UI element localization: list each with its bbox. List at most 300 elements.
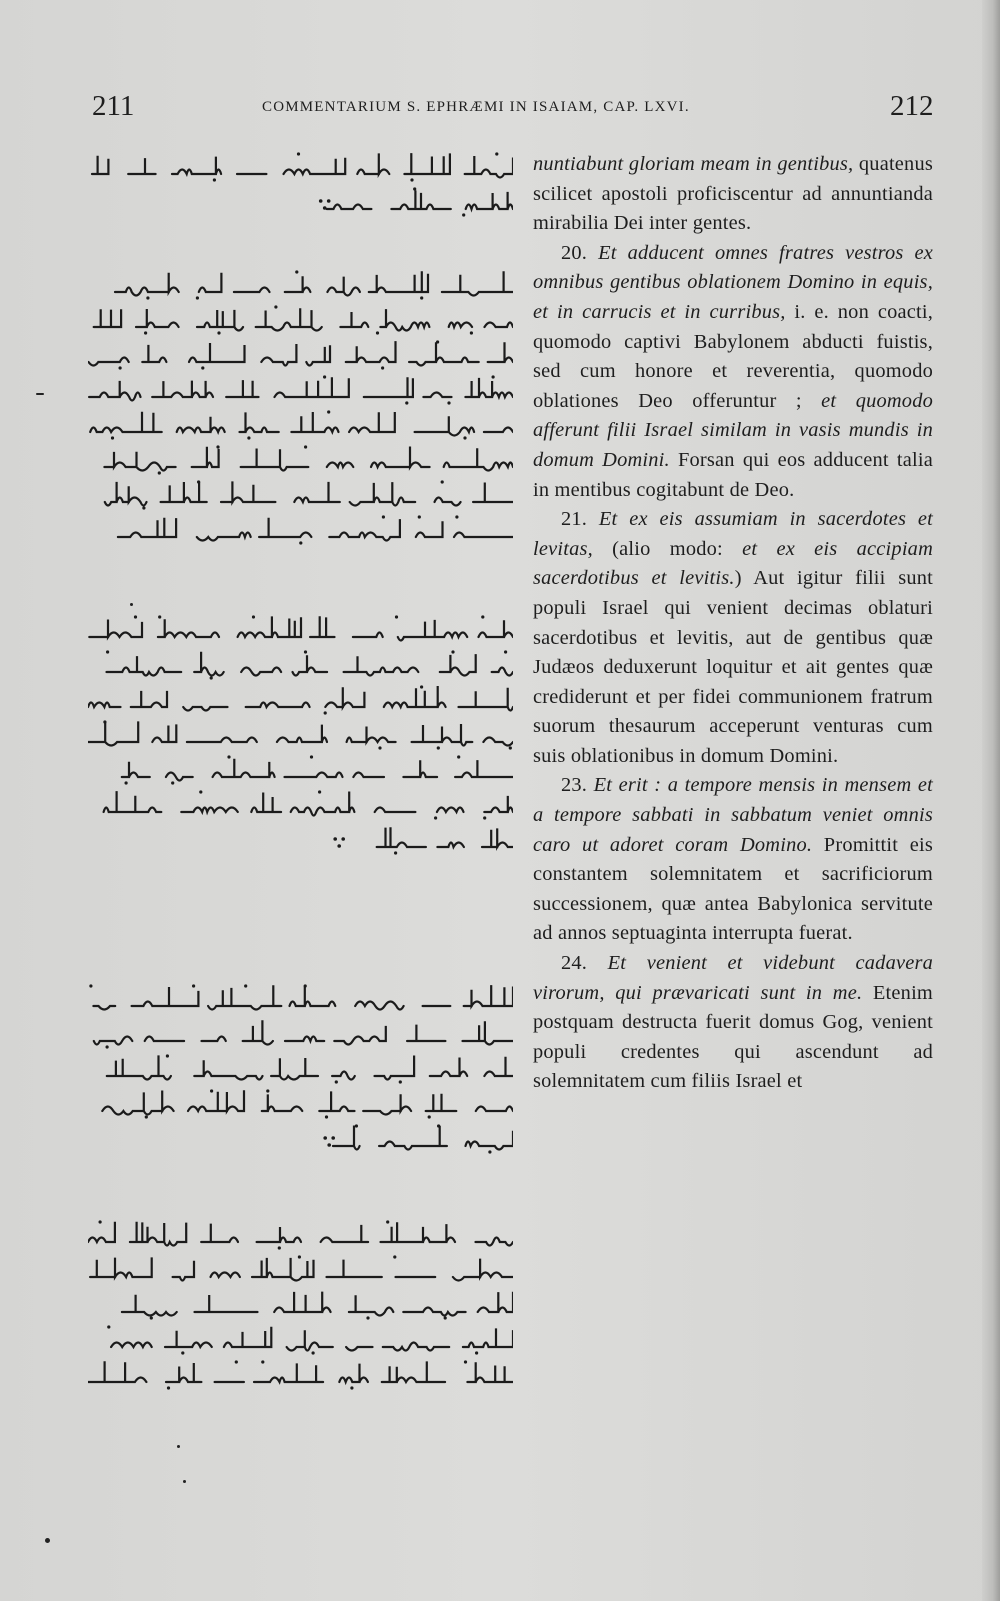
syriac-word [152, 724, 176, 742]
syriac-word [234, 288, 270, 293]
syriac-word [310, 616, 334, 637]
syriac-word [416, 521, 443, 537]
syriac-passage-2 [89, 270, 514, 544]
running-title: COMMENTARIUM S. EPHRÆMI IN ISAIAM, CAP. LXVI. [262, 99, 690, 115]
syriac-line [107, 1325, 513, 1354]
syriac-line [122, 755, 513, 784]
syriac-word [104, 452, 175, 471]
syriac-dot [335, 1080, 338, 1083]
syriac-word [107, 656, 182, 675]
syriac-word [353, 633, 383, 638]
syriac-dot [481, 615, 484, 618]
syriac-word [479, 620, 514, 637]
syriac-line [118, 515, 513, 544]
syriac-dot [447, 401, 450, 404]
syriac-word [165, 1331, 212, 1347]
roman-run: ) Aut igitur filii sunt populi Israel qui venient decimas oblaturi sacerdotibus et levitis, aut de gentibus quæ Judæos deduxerunt loquitur et ait gentes quæ crediderunt et per fidei communionem fratrum suorum thesaurum acceperunt venturas cum suis oblationibus in domum Domini. [533, 567, 933, 767]
syriac-dot [261, 1360, 264, 1363]
syriac-line [104, 790, 513, 819]
syriac-dot [405, 401, 408, 404]
syriac-word [442, 271, 513, 295]
syriac-word [353, 773, 384, 778]
syriac-dot [312, 1351, 315, 1354]
syriac-word [492, 668, 513, 676]
syriac-word [381, 1222, 456, 1242]
syriac-word [306, 345, 330, 365]
syriac-dot [210, 1089, 213, 1092]
syriac-dot [393, 1255, 396, 1258]
syriac-word [195, 1295, 258, 1312]
syriac-dot [199, 790, 202, 793]
syriac-word [172, 157, 221, 174]
syriac-word [484, 796, 513, 812]
syriac-word [188, 1090, 244, 1111]
syriac-word [94, 1037, 133, 1045]
syriac-dot [304, 650, 307, 653]
syriac-line [88, 685, 513, 714]
syriac-end-mark [323, 1136, 327, 1140]
syriac-word [211, 1273, 240, 1278]
syriac-dot [144, 331, 147, 334]
syriac-word [333, 1126, 360, 1150]
syriac-word [256, 308, 322, 330]
syriac-dot [444, 1316, 447, 1319]
syriac-dot [181, 1351, 184, 1354]
syriac-word [334, 1026, 386, 1045]
syriac-word [102, 1091, 173, 1115]
syriac-word [177, 417, 225, 432]
syriac-dot [99, 1220, 102, 1223]
syriac-word [254, 1363, 323, 1382]
syriac-dot [145, 1115, 148, 1118]
syriac-dot [134, 615, 137, 618]
syriac-dot [470, 331, 473, 334]
syriac-passage-3 [88, 615, 513, 854]
syriac-word [240, 412, 279, 432]
syriac-word [187, 738, 257, 743]
syriac-end-mark [331, 1136, 335, 1140]
syriac-dot [350, 1386, 353, 1389]
roman-run: Forsan qui eos adducent talia in mentibus cogitabunt de Deo. [533, 448, 933, 501]
syriac-dot [106, 650, 109, 653]
syriac-word [262, 1094, 303, 1111]
syriac-dot [210, 676, 213, 679]
syriac-word [347, 727, 396, 743]
syriac-word [251, 793, 281, 813]
syriac-dot [247, 436, 250, 439]
paragraph-verse-20 [533, 239, 933, 505]
syriac-word [437, 808, 464, 813]
syriac-dot [150, 1316, 153, 1319]
paragraph-verse-21 [533, 505, 933, 771]
syriac-line [89, 984, 513, 1009]
syriac-word [415, 416, 475, 435]
roman-run: 23. [561, 774, 594, 797]
syriac-word [350, 482, 416, 505]
syriac-word [379, 1126, 447, 1150]
syriac-word [107, 1055, 171, 1079]
syriac-word [277, 725, 327, 742]
syriac-word [88, 1222, 115, 1242]
syriac-word [403, 1308, 465, 1316]
syriac-dot [463, 436, 466, 439]
syriac-dot [386, 1220, 389, 1223]
syriac-word [327, 277, 360, 296]
syriac-word [346, 341, 396, 362]
syriac-line [89, 615, 513, 640]
syriac-dot [235, 1360, 238, 1363]
syriac-word [111, 1343, 152, 1348]
syriac-word [208, 985, 281, 1009]
syriac-line [94, 1020, 513, 1048]
syriac-dot [318, 790, 321, 793]
syriac-dot [437, 746, 440, 749]
syriac-dot [216, 445, 219, 448]
syriac-dot [509, 746, 512, 749]
syriac-word [437, 843, 464, 848]
syriac-word [89, 620, 142, 638]
syriac-word [290, 987, 336, 1007]
syriac-word [404, 153, 450, 174]
syriac-dot [166, 1054, 169, 1057]
syriac-word [118, 518, 176, 537]
syriac-line [90, 410, 513, 439]
syriac-word [105, 482, 147, 506]
syriac-dot [327, 410, 330, 413]
syriac-dot [146, 296, 149, 299]
syriac-dot [455, 515, 458, 518]
roman-run: (alio modo: [592, 537, 743, 560]
syriac-word [398, 620, 467, 641]
syriac-end-mark [341, 837, 345, 841]
syriac-dot [492, 375, 495, 378]
syriac-word [89, 381, 140, 401]
syriac-word [259, 518, 311, 537]
syriac-dot [381, 366, 384, 369]
syriac-line [319, 187, 513, 216]
syriac-word [194, 652, 224, 676]
syriac-word [241, 449, 309, 471]
syriac-word [88, 703, 121, 708]
syriac-dot [436, 340, 439, 343]
syriac-word [122, 1295, 177, 1316]
syriac-dot [106, 1045, 109, 1048]
syriac-word [274, 1292, 330, 1312]
syriac-word [484, 1057, 513, 1076]
syriac-dot [125, 781, 128, 784]
syriac-line [115, 270, 513, 299]
syriac-word [213, 759, 275, 777]
syriac-word [221, 481, 275, 502]
syriac-end-mark [327, 1143, 331, 1147]
syriac-word [189, 343, 245, 362]
syriac-dot [410, 178, 413, 181]
syriac-word [327, 463, 354, 468]
syriac-word [482, 828, 513, 847]
syriac-line [106, 650, 513, 679]
roman-run: 24. [561, 952, 608, 975]
syriac-word [293, 655, 328, 675]
syriac-dot [488, 1150, 491, 1153]
roman-run: i. e. non coacti, quomodo captivi Babylonem abducti fuistis, sed cum honore et reverentia, quomodo oblationes Deo offeruntur ; [533, 300, 933, 412]
syriac-line [89, 375, 513, 404]
syriac-word [131, 691, 167, 707]
syriac-word [319, 1091, 354, 1111]
syriac-word [285, 773, 343, 778]
syriac-dot [382, 515, 385, 518]
syriac-end-mark [327, 199, 331, 203]
syriac-word [88, 1361, 146, 1382]
syriac-dot [325, 1115, 328, 1118]
syriac-dot [395, 615, 398, 618]
syriac-word [465, 156, 513, 178]
syriac-dot [504, 650, 507, 653]
syriac-word [430, 1058, 467, 1077]
syriac-dot [119, 366, 122, 369]
syriac-word [466, 1131, 514, 1150]
roman-run: 21. [561, 508, 599, 531]
syriac-word [122, 762, 150, 777]
syriac-line [88, 720, 513, 749]
ink-speck [36, 393, 44, 395]
syriac-word [357, 153, 389, 174]
syriac-dot [378, 746, 381, 749]
syriac-word [166, 1363, 201, 1382]
syriac-dot [196, 296, 199, 299]
syriac-word [224, 1327, 271, 1347]
syriac-dot [197, 480, 200, 483]
syriac-dot [297, 152, 300, 155]
syriac-word [449, 323, 472, 328]
syriac-word [473, 483, 513, 503]
syriac-dot [111, 436, 114, 439]
syriac-word [271, 1058, 318, 1080]
syriac-word [136, 309, 179, 327]
syriac-word [339, 1364, 368, 1382]
syriac-word [246, 703, 310, 708]
syriac-word [349, 1295, 393, 1315]
syriac-dot [437, 1124, 440, 1127]
syriac-line [88, 1220, 513, 1249]
syriac-word [369, 271, 428, 292]
latin-column [533, 150, 933, 1097]
syriac-word [459, 688, 514, 711]
syriac-word [391, 190, 450, 209]
syriac-word [466, 192, 513, 209]
roman-run: Etenim postquam destructa fuerit domus Gog, venient populi credentes qui ascendunt ad solemnitatem cum filiis Israel et [533, 981, 933, 1093]
ink-speck [183, 1480, 186, 1483]
italic-run: Et venient et videbunt cadavera virorum, qui prævaricati sunt in me. [533, 952, 933, 1004]
syriac-end-mark [333, 837, 337, 841]
syriac-word [455, 760, 513, 777]
syriac-word [346, 1347, 372, 1351]
syriac-dot [462, 213, 465, 216]
syriac-dot [441, 480, 444, 483]
syriac-word [363, 1094, 411, 1114]
syriac-word [377, 827, 426, 847]
syriac-word [287, 1330, 333, 1350]
ink-speck [45, 1538, 50, 1543]
ink-speck [177, 1445, 180, 1448]
syriac-line [323, 1124, 513, 1153]
syriac-script-image [88, 150, 513, 1430]
syriac-word [463, 1328, 513, 1347]
syriac-word [284, 158, 346, 174]
syriac-word [435, 498, 461, 506]
syriac-word [257, 1227, 301, 1242]
syriac-word [383, 1343, 449, 1351]
syriac-dot [366, 1316, 369, 1319]
syriac-dot [213, 178, 216, 181]
syriac-dot [158, 471, 161, 474]
paragraph-verse-24 [533, 949, 933, 1097]
syriac-line [107, 1054, 513, 1083]
syriac-passage-4 [89, 984, 513, 1153]
syriac-word [88, 721, 138, 745]
syriac-dot [399, 1080, 402, 1083]
syriac-word [152, 381, 213, 397]
syriac-dot [355, 1124, 358, 1127]
syriac-dot [244, 984, 247, 987]
syriac-dot [278, 1246, 281, 1249]
syriac-word [261, 344, 296, 366]
syriac-dot [475, 1351, 478, 1354]
syriac-line [89, 340, 514, 369]
syriac-word [145, 1037, 184, 1042]
syriac-line [122, 1292, 513, 1320]
syriac-dot [418, 515, 421, 518]
syriac-line [88, 1360, 513, 1389]
syriac-word [142, 345, 166, 362]
syriac-dot [310, 755, 313, 758]
syriac-word [463, 1021, 514, 1044]
syriac-dot [495, 152, 498, 155]
syriac-word [340, 312, 368, 327]
syriac-dot [217, 331, 220, 334]
syriac-dot [107, 1325, 110, 1328]
syriac-dot [252, 615, 255, 618]
syriac-dot [483, 816, 486, 819]
syriac-word [199, 273, 222, 292]
syriac-dot [464, 1360, 467, 1363]
syriac-end-mark [337, 844, 341, 848]
page-header [0, 90, 1000, 130]
syriac-dot [420, 685, 423, 688]
syriac-word [93, 1006, 115, 1010]
syriac-word [192, 447, 219, 467]
syriac-word [384, 686, 446, 707]
syriac-word [166, 773, 193, 781]
syriac-dot [227, 755, 230, 758]
syriac-word [197, 310, 243, 331]
syriac-word [194, 1060, 262, 1079]
syriac-word [201, 1224, 238, 1242]
syriac-word [202, 1037, 226, 1042]
syriac-word [104, 791, 162, 812]
italic-run: et quomodo afferunt filii Israel similam in vasis mundis in domum Domini. [533, 389, 933, 471]
syriac-word [364, 377, 413, 397]
syriac-word [380, 309, 429, 330]
syriac-word [327, 1260, 382, 1277]
syriac-word [483, 738, 513, 746]
syriac-line [333, 827, 513, 854]
syriac-word [285, 1037, 324, 1042]
syriac-word [440, 654, 476, 675]
syriac-word [241, 668, 281, 676]
syriac-dot [413, 187, 416, 190]
syriac-dot [167, 1386, 170, 1389]
syriac-dot [89, 984, 92, 987]
syriac-word [476, 1107, 513, 1112]
syriac-word [467, 1362, 513, 1382]
italic-run: Et adducent omnes fratres vestros ex omnibus gentibus oblationem Domino in equis, et in carrucis et in curribus, [533, 241, 933, 323]
syriac-word [375, 1056, 415, 1080]
paragraph-verse-23 [533, 771, 933, 949]
syriac-word [181, 808, 238, 813]
syriac-word [285, 276, 311, 292]
syriac-word [444, 448, 513, 470]
syriac-dot [428, 1115, 431, 1118]
syriac-word [275, 377, 349, 397]
syriac-word [325, 687, 364, 707]
syriac-word [478, 1292, 513, 1312]
syriac-dot [298, 1255, 301, 1258]
syriac-word [89, 358, 129, 366]
syriac-word [132, 987, 199, 1006]
syriac-word [409, 342, 479, 365]
page-number-right: 212 [890, 90, 934, 122]
syriac-word [403, 760, 437, 777]
syriac-word [291, 412, 338, 432]
italic-run: Et erit : a tempore mensis in mensem et a tempore sabbati in sabbatum veniet omnis caro ut adoret coram Domino. [533, 774, 933, 856]
syriac-word [349, 412, 395, 432]
roman-run: quatenus scilicet apostoli proficiscentur ad annuntianda mirabilia Dei inter gentes. [533, 153, 933, 235]
syriac-word [327, 205, 372, 210]
syriac-word [115, 273, 179, 296]
syriac-word [465, 378, 513, 397]
syriac-end-mark [319, 199, 323, 203]
syriac-word [423, 393, 451, 398]
roman-run: 20. [561, 241, 599, 264]
syriac-word [453, 1259, 513, 1281]
italic-run: nuntiabunt gloriam meam in gentibus, [533, 153, 854, 175]
syriac-word [252, 1258, 314, 1281]
syriac-word [226, 380, 258, 397]
syriac-column [88, 150, 513, 1430]
roman-run: Promittit eis constantem solemnitatem et sacrificiorum successionem, quæ antea Babylonica servitute ad annos septuaginta interrupta fuerat. [533, 833, 933, 945]
syriac-word [94, 309, 121, 327]
syriac-word [476, 1238, 514, 1246]
syriac-word [426, 1094, 457, 1111]
syriac-dot [324, 711, 327, 714]
syriac-word [412, 724, 473, 746]
syriac-word [344, 656, 419, 675]
syriac-passage-5 [88, 1220, 513, 1389]
syriac-word [371, 447, 430, 468]
page-number-left: 211 [92, 90, 135, 122]
syriac-dot [171, 781, 174, 784]
syriac-end-mark [323, 206, 327, 210]
italic-run: et ex eis accipiam sacerdotibus et levitis. [533, 537, 934, 590]
syriac-dot [158, 615, 161, 618]
syriac-word [90, 1257, 152, 1277]
syriac-dot [192, 984, 195, 987]
syriac-word [92, 156, 108, 174]
syriac-dot [457, 755, 460, 758]
syriac-dot [434, 816, 437, 819]
ink-speck [130, 603, 133, 606]
paragraph-gentes [533, 150, 933, 239]
